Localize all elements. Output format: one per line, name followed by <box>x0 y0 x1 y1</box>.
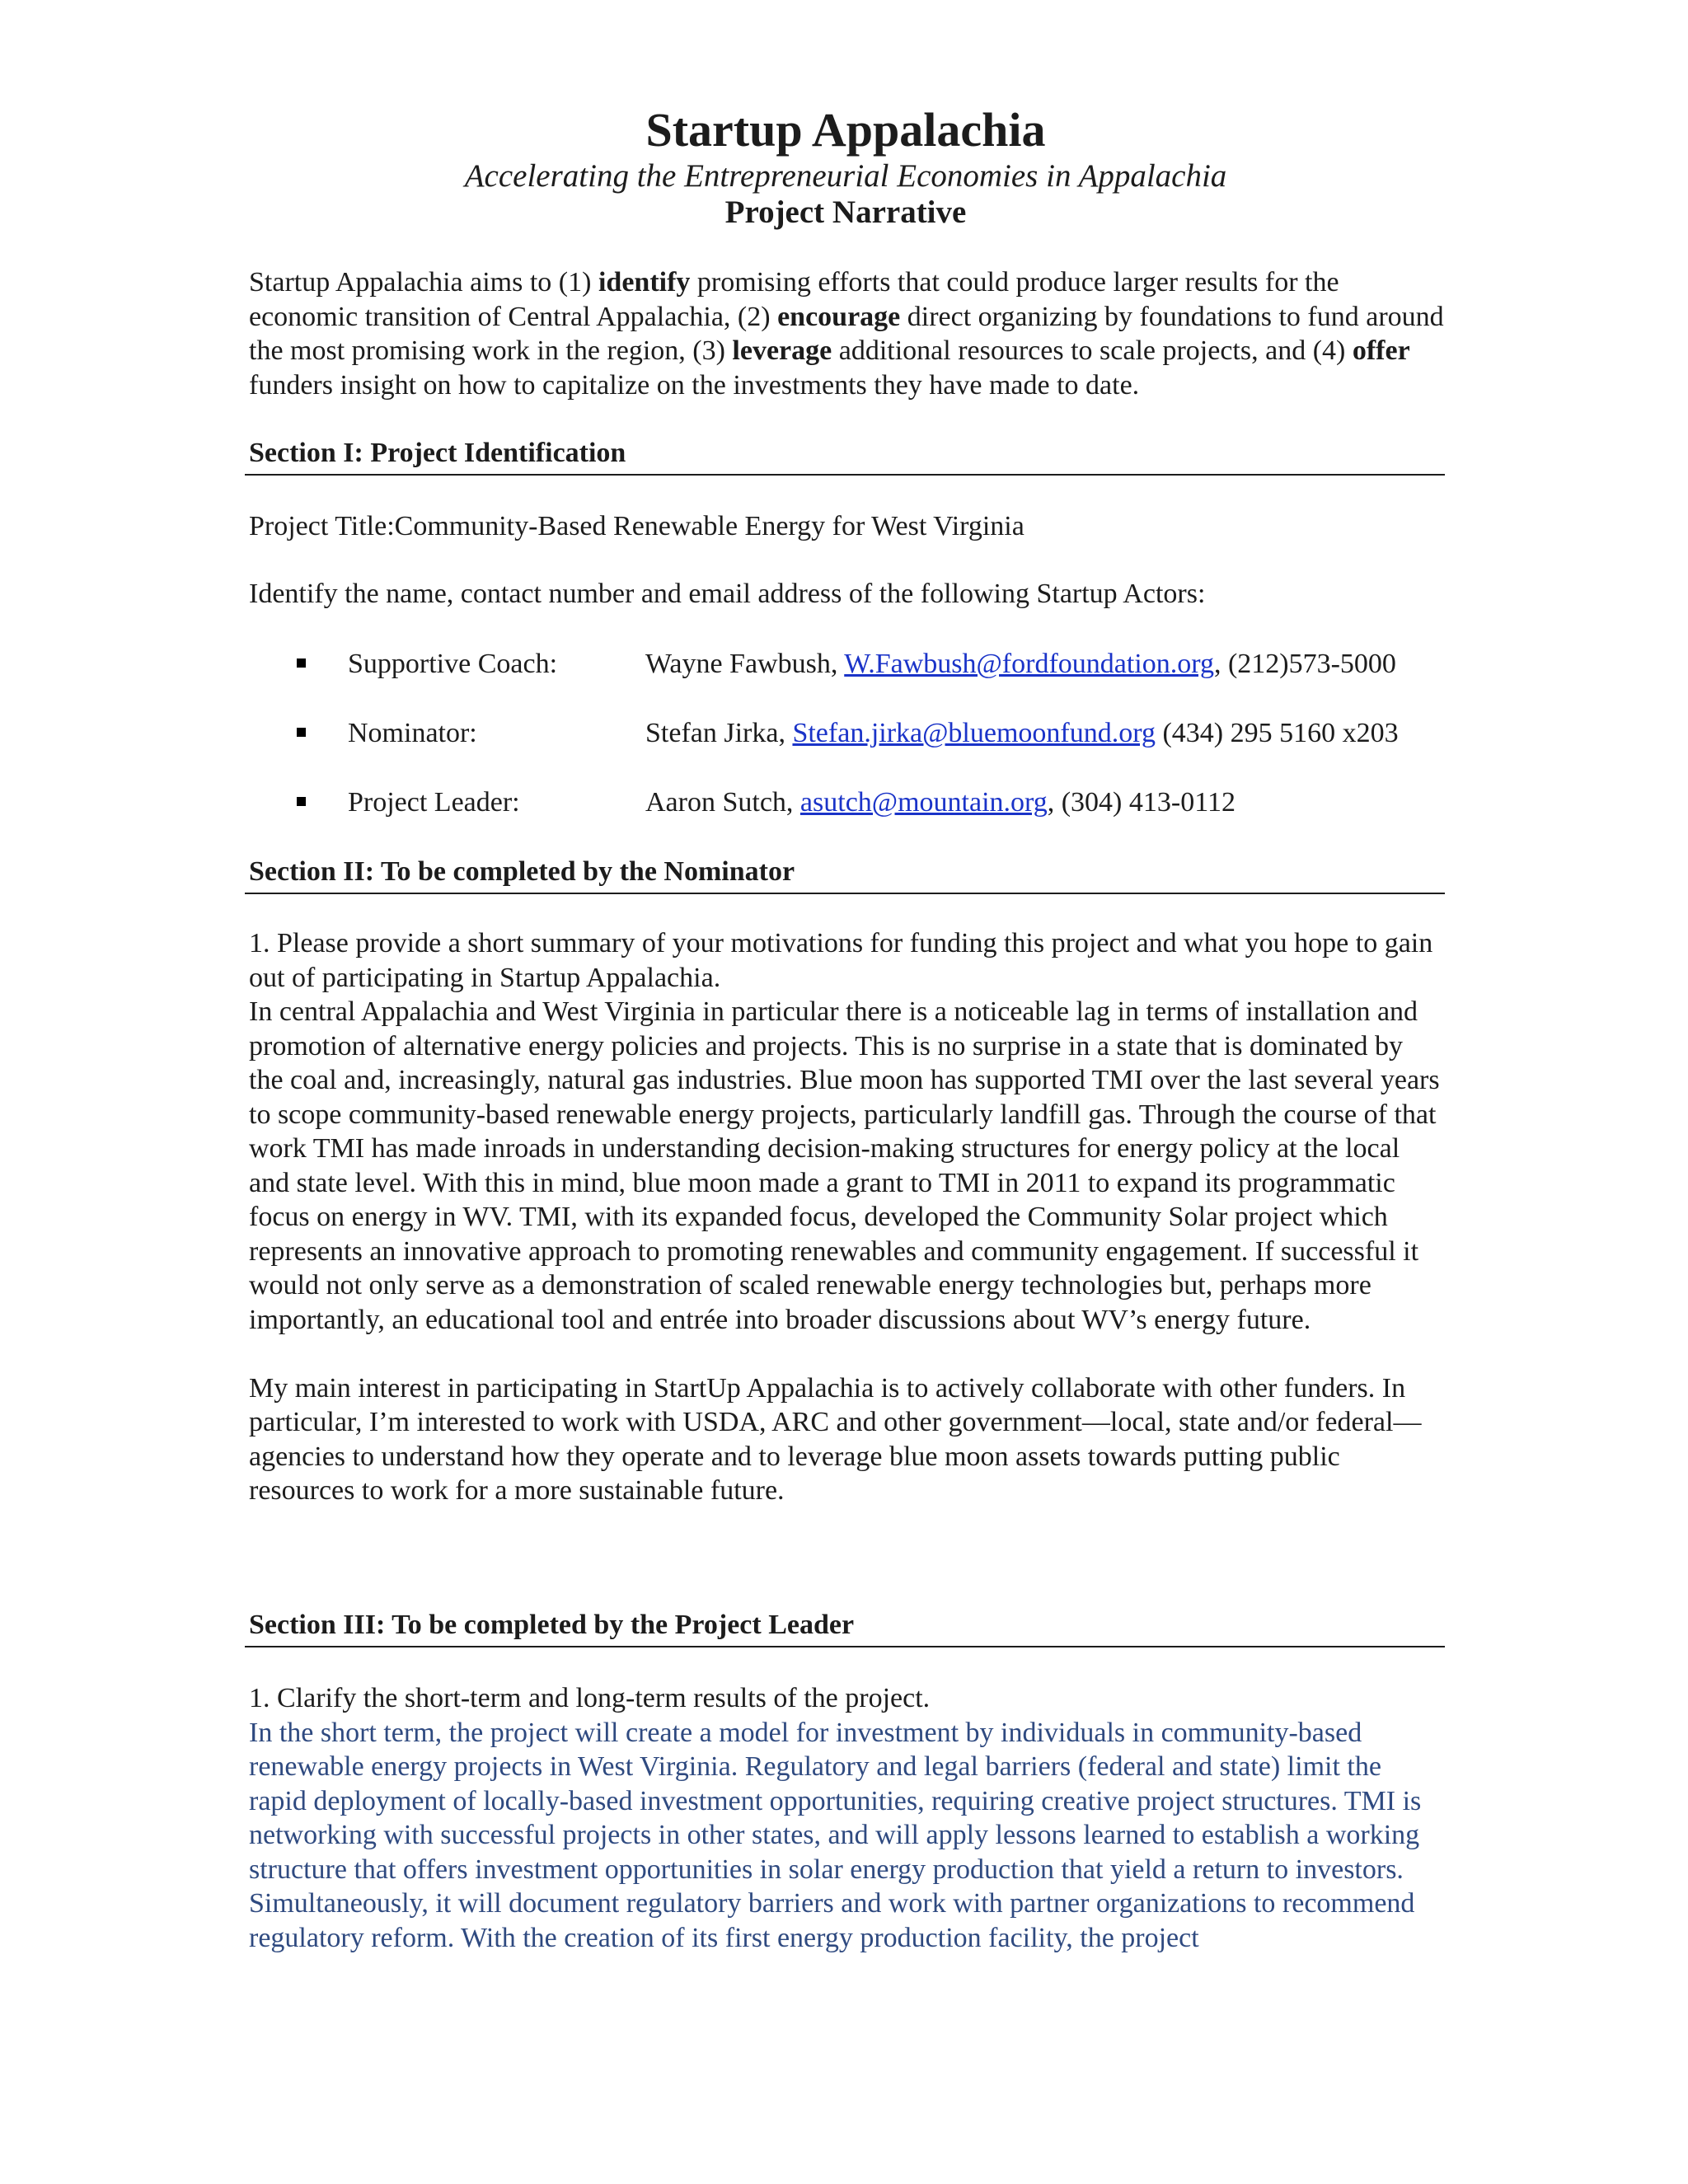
actors-instruction: Identify the name, contact number and email address of the following Startup Actors: <box>249 579 1206 609</box>
keyword-identify: identify <box>598 267 691 298</box>
actor-row-coach <box>297 646 1451 682</box>
actor-role: Nominator: <box>348 718 477 748</box>
document-type-heading: Project Narrative <box>724 194 967 230</box>
intro-text: funders insight on how to capitalize on the investments they have made to date. <box>249 369 1140 401</box>
nominator-question: 1. Please provide a short summary of your motivations for funding this project and what you hope to gain out of participating in Startup Appalachia. <box>249 928 1433 993</box>
nominator-response <box>249 926 1444 1508</box>
actor-name: Wayne Fawbush, <box>645 649 845 679</box>
document-subtitle: Accelerating the Entrepreneurial Economies in Appalachia <box>464 158 1227 194</box>
keyword-encourage: encourage <box>777 301 901 332</box>
email-link[interactable]: asutch@mountain.org <box>799 787 1048 818</box>
section-3-rule <box>245 1646 1445 1647</box>
actor-role: Project Leader: <box>348 787 520 818</box>
keyword-offer: offer <box>1352 335 1410 366</box>
keyword-leverage: leverage <box>732 335 832 366</box>
section-1-rule <box>245 474 1445 476</box>
intro-text: promising efforts that could produce larger results for the economic transition of Central Appalachia, (2) <box>249 267 1339 332</box>
section-3-heading: Section III: To be completed by the Project Leader <box>249 1610 855 1640</box>
bullet-icon <box>297 728 306 737</box>
actor-phone: , (212)573-5000 <box>1213 649 1396 679</box>
leader-question: 1. Clarify the short-term and long-term results of the project. <box>249 1683 931 1713</box>
intro-text: additional resources to scale projects, and (4) <box>832 335 1353 366</box>
actor-phone: , (304) 413-0112 <box>1047 787 1236 818</box>
actor-info <box>645 646 1396 682</box>
leader-answer: In the short term, the project will create a model for investment by individuals in community-based renewable energy projects in West Virginia. Regulatory and legal barriers (federal and state) limit the rapid deployment of locally-based investment opportunities, requiring creative project structures. TMI is networking with successful projects in other states, and will apply lessons learned to establish a working structure that offers investment opportunities in solar energy production that yield a return to investors. Simultaneously, it will document regulatory barriers and work with partner organizations to recommend regulatory reform. With the creation of its first energy production facility, the project <box>249 1717 1422 1953</box>
actor-row-nominator <box>297 715 1451 752</box>
intro-paragraph <box>249 265 1444 402</box>
section-2-rule <box>245 893 1445 894</box>
nominator-answer-1: In central Appalachia and West Virginia in particular there is a noticeable lag in terms of installation and promotion of alternative energy policies and projects. This is no surprise in a state that is dominated by the coal and, increasingly, natural gas industries. Blue moon has supported TMI over the last several years to scope community-based renewable energy projects, particularly landfill gas. Through the course of that work TMI has made inroads in understanding decision-making structures for energy policy at the local and state level. With this in mind, blue moon made a grant to TMI in 2011 to expand its programmatic focus on energy in WV. TMI, with its expanded focus, developed the Community Solar project which represents an innovative approach to promoting renewables and community engagement. If successful it would not only serve as a demonstration of scaled renewable energy technologies but, perhaps more importantly, an educational tool and entrée into broader discussions about WV’s energy future. <box>249 996 1440 1335</box>
actor-role: Supportive Coach: <box>348 649 558 679</box>
nominator-answer-2: My main interest in participating in StartUp Appalachia is to actively collaborate with other funders. In particular, I’m interested to work with USDA, ARC and other government—local, state and/or federal—agencies to understand how they operate and to leverage blue moon assets towards putting public resources to work for a more sustainable future. <box>249 1372 1422 1506</box>
section-1-heading: Section I: Project Identification <box>249 438 626 468</box>
bullet-icon <box>297 797 306 806</box>
section-2-heading: Section II: To be completed by the Nominator <box>249 856 795 887</box>
actor-row-leader <box>297 785 1451 821</box>
actor-info <box>645 785 1236 821</box>
leader-response <box>249 1681 1444 1955</box>
bullet-icon <box>297 658 306 668</box>
email-link[interactable]: W.Fawbush@fordfoundation.org <box>844 649 1214 679</box>
email-link[interactable]: Stefan.jirka@bluemoonfund.org <box>792 718 1156 748</box>
intro-text: Startup Appalachia aims to (1) <box>249 267 598 298</box>
intro-text: direct organizing by foundations to fund around the most promising work in the region, (3) <box>249 301 1444 366</box>
actor-name: Stefan Jirka, <box>645 718 793 748</box>
actor-info <box>645 715 1399 752</box>
actor-name: Aaron Sutch, <box>645 787 800 818</box>
actor-phone: (434) 295 5160 x203 <box>1155 718 1399 748</box>
project-title-line: Project Title:Community-Based Renewable Energy for West Virginia <box>249 511 1025 541</box>
document-title: Startup Appalachia <box>645 103 1046 157</box>
